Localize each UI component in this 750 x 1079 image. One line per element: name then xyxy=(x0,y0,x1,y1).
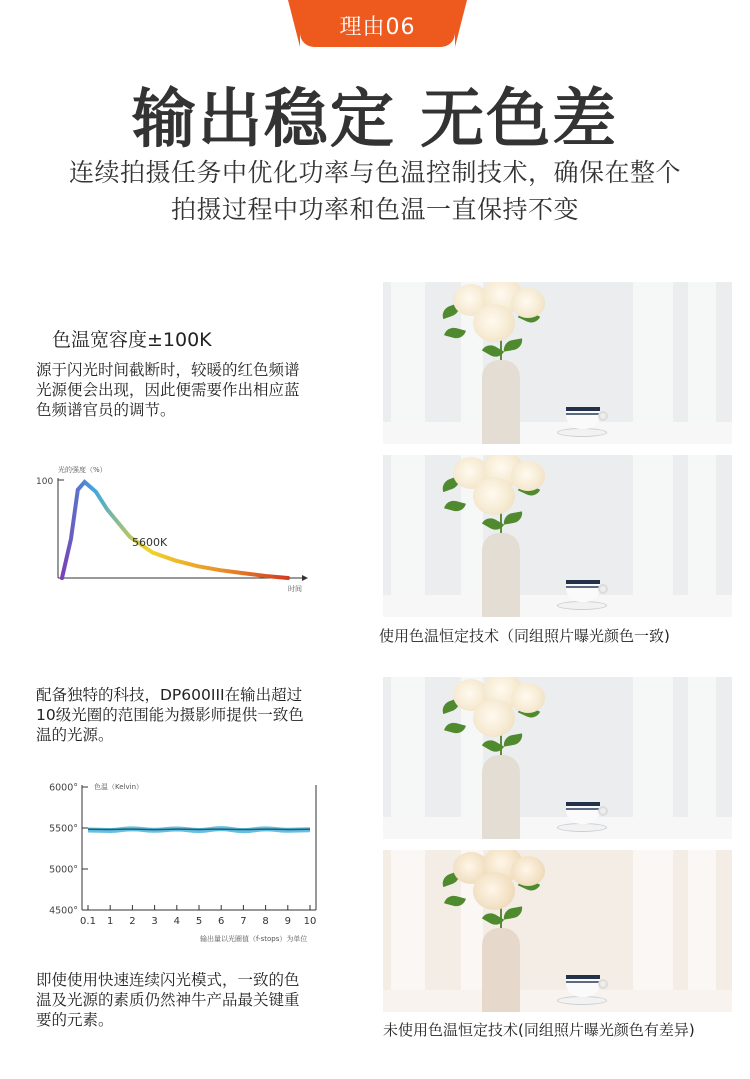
leaf xyxy=(502,511,523,524)
curtain xyxy=(391,850,425,1012)
section3-line-3: 要的元素。 xyxy=(36,1011,114,1029)
chart1-ylabel: 光的强度（%） xyxy=(58,466,107,474)
section3-line-1: 即使使用快速连续闪光模式，一致的色 xyxy=(36,971,300,989)
flower xyxy=(473,872,515,910)
vase xyxy=(482,928,520,1012)
flower xyxy=(511,683,545,713)
section2-body xyxy=(36,685,304,745)
photo-consistent-2 xyxy=(383,455,732,617)
teacup xyxy=(566,802,600,824)
cup-handle xyxy=(598,411,608,421)
cup-handle xyxy=(598,584,608,594)
curtain xyxy=(633,850,673,1012)
chart2-xtick-label: 5 xyxy=(195,916,203,927)
chart1-annotation-5600k: 5600K xyxy=(132,536,168,549)
subtitle-line-2: 拍摄过程中功率和色温一直保持不变 xyxy=(170,195,579,224)
teacup xyxy=(566,580,600,602)
page-title: 输出稳定 无色差 xyxy=(131,83,619,157)
leaf xyxy=(502,906,523,919)
vase xyxy=(482,533,520,617)
chart1-ytick-100: 100 xyxy=(36,477,54,487)
chart2-xtick-label: 10 xyxy=(303,916,317,927)
curtain xyxy=(688,677,716,839)
reason-badge-label: 理由06 xyxy=(339,15,416,40)
chart2-xtick-label: 7 xyxy=(240,916,247,927)
chart1-xlabel: 时间 xyxy=(288,585,302,593)
chart2-xtick-label: 2 xyxy=(129,916,136,927)
saucer xyxy=(557,601,607,610)
color-temp-chart xyxy=(40,775,330,945)
flash-intensity-chart xyxy=(30,460,315,595)
section2-line-1: 配备独特的科技，DP600III在输出超过 xyxy=(36,686,303,704)
photo-inconsistent-1 xyxy=(383,677,732,839)
flower xyxy=(511,461,545,491)
curtain xyxy=(633,282,673,444)
curtain xyxy=(391,282,425,444)
chart2-ytick-label: 5500° xyxy=(49,823,78,835)
chart2-ytick-label: 4500° xyxy=(49,905,78,917)
chart2-xtick-label: 4 xyxy=(173,916,180,927)
chart2-ytick-label: 5000° xyxy=(49,864,78,876)
curtain xyxy=(688,282,716,444)
curtain xyxy=(633,677,673,839)
vase xyxy=(482,755,520,839)
leaf xyxy=(502,338,523,351)
curtain xyxy=(391,677,425,839)
saucer xyxy=(557,428,607,437)
photo-consistent-1 xyxy=(383,282,732,444)
curtain xyxy=(688,455,716,617)
chart2-ylabel: 色温（Kelvin） xyxy=(94,783,144,791)
chart1-x-arrow xyxy=(302,575,308,581)
caption-consistent: 使用色温恒定技术（同组照片曝光颜色一致) xyxy=(379,627,670,645)
chart2-xtick-label: 0.1 xyxy=(80,916,96,927)
section1-line-2: 光源便会出现，因此便需要作出相应蓝 xyxy=(36,381,300,399)
subtitle-line-1: 连续拍摄任务中优化功率与色温控制技术，确保在整个 xyxy=(68,158,681,187)
flower xyxy=(473,304,515,342)
section2-line-2: 10级光圈的范围能为摄影师提供一致色 xyxy=(36,706,304,724)
chart2-xtick-label: 1 xyxy=(107,916,114,927)
photo-inconsistent-2 xyxy=(383,850,732,1012)
section1-line-3: 色频谱官员的调节。 xyxy=(36,401,176,419)
curtain xyxy=(633,455,673,617)
section2-line-3: 温的光源。 xyxy=(36,726,114,744)
saucer xyxy=(557,823,607,832)
section1-line-1: 源于闪光时间截断时，较暖的红色频谱 xyxy=(36,361,300,379)
saucer xyxy=(557,996,607,1005)
caption-inconsistent: 未使用色温恒定技术(同组照片曝光颜色有差异) xyxy=(383,1021,695,1039)
flower xyxy=(511,288,545,318)
section3-body xyxy=(36,970,300,1030)
cup-handle xyxy=(598,806,608,816)
curtain xyxy=(391,455,425,617)
flower xyxy=(473,699,515,737)
intensity-curve xyxy=(62,482,288,578)
flower xyxy=(511,856,545,886)
section1-body xyxy=(36,360,300,420)
chart2-xtick-label: 8 xyxy=(262,916,269,927)
curtain xyxy=(688,850,716,1012)
teacup xyxy=(566,975,600,997)
chart2-xtick-label: 6 xyxy=(218,916,225,927)
flower xyxy=(473,477,515,515)
cup-handle xyxy=(598,979,608,989)
chart2-xlabel: 输出量以光圈值（f-stops）为单位 xyxy=(200,935,308,943)
vase xyxy=(482,360,520,444)
section1-heading: 色温宽容度±100K xyxy=(52,329,212,351)
chart2-xtick-label: 9 xyxy=(284,916,291,927)
chart2-ytick-label: 6000° xyxy=(49,782,78,794)
teacup xyxy=(566,407,600,429)
reason-badge xyxy=(300,0,455,47)
chart2-xtick-label: 3 xyxy=(151,916,158,927)
section3-line-2: 温及光源的素质仍然神牛产品最关键重 xyxy=(36,991,300,1009)
leaf xyxy=(502,733,523,746)
